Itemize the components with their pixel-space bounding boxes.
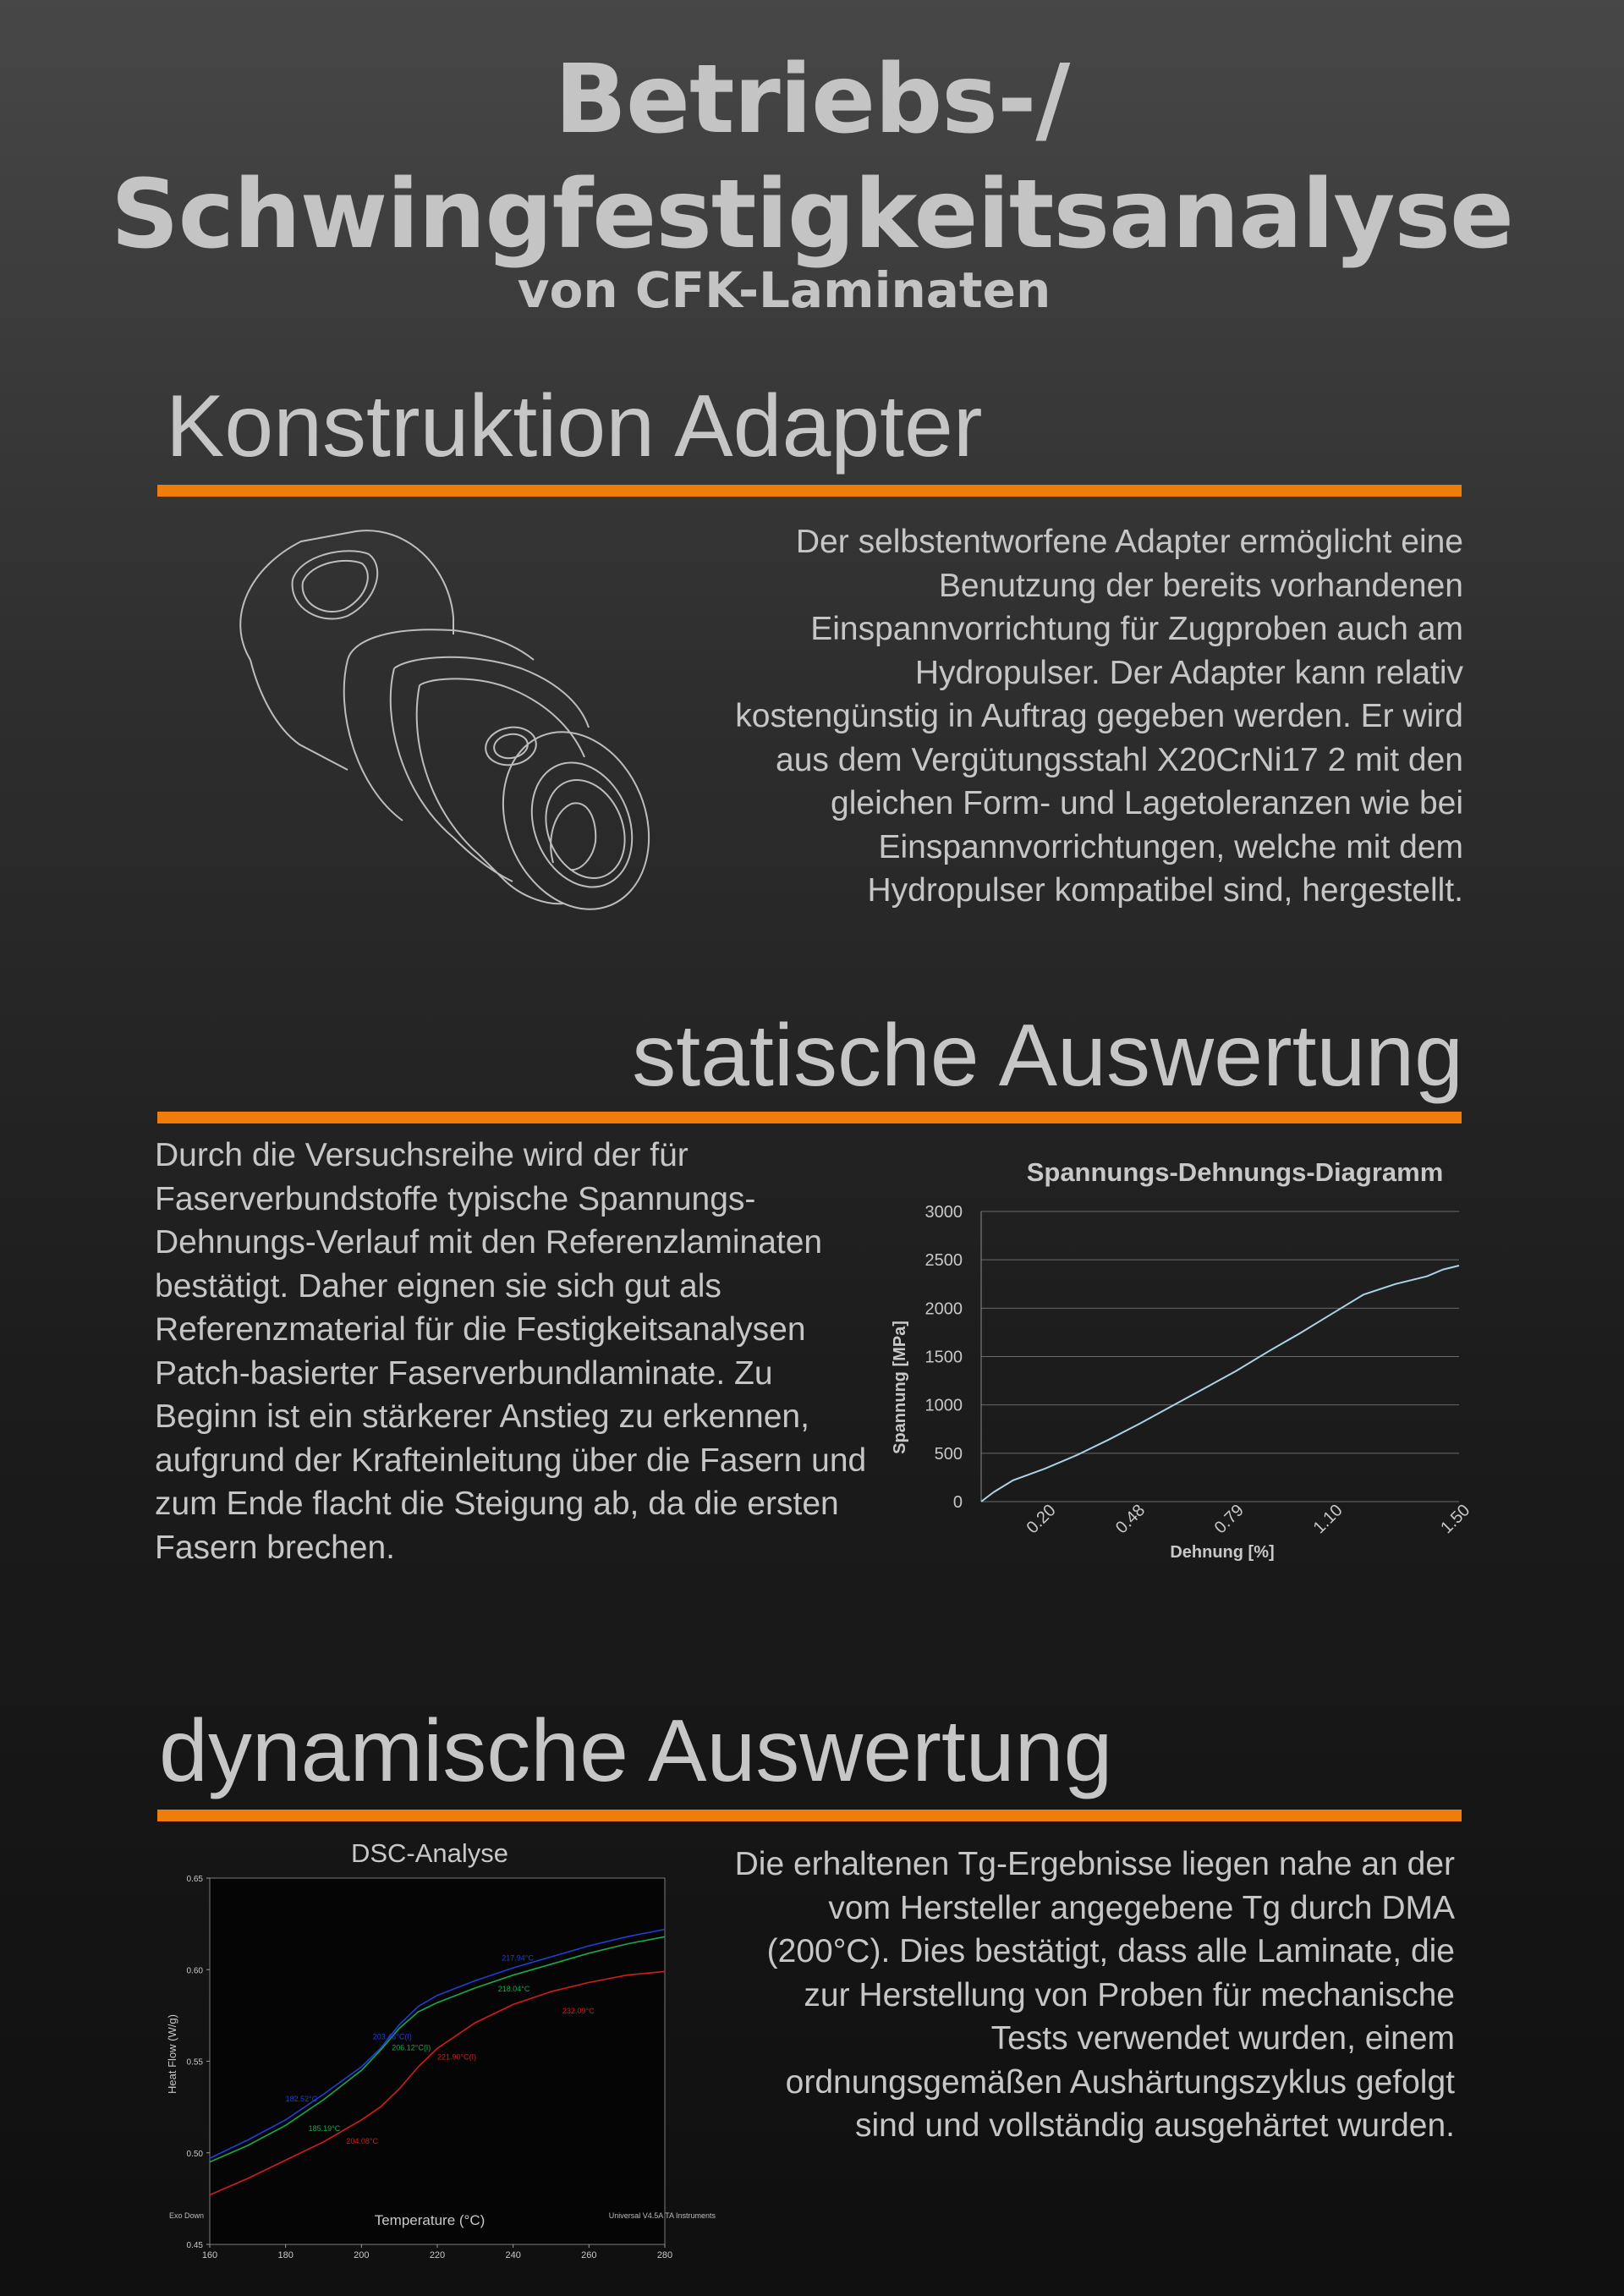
dsc-chart-y-ticks [187, 1875, 210, 2250]
poster-title-line2: Schwingfestigkeitsanalyse [111, 160, 1513, 270]
dsc-y-tick-label: 0.45 [186, 2241, 203, 2250]
konstruktion-paragraph: Der selbstentworfene Adapter ermöglicht eine Benutzung der bereits vorhandenen Einspannvorrichtung für Zugproben auch am Hydropulser. Der Adapter kann relativ kostengünstig in Auftrag gegeben werden. Er wird aus dem Vergütungsstahl X20CrNi17 2 mit den gleichen Form- und Lagetoleranzen wie bei Einspannvorrichtungen, welche mit dem Hydropulser kompatibel sind, hergestellt. [735, 524, 1463, 909]
stress-chart-y-label: Spannung [MPa] [891, 1321, 909, 1454]
stress-chart-series [981, 1266, 1459, 1502]
stress-x-tick-label: 0.79 [1210, 1501, 1248, 1538]
section-heading-konstruktion: Konstruktion Adapter [166, 377, 983, 475]
dsc-annotation: 218.04°C [497, 1985, 530, 1994]
dsc-annotation: 232.09°C [562, 2007, 595, 2016]
dsc-y-tick-label: 0.60 [186, 1966, 203, 1976]
stress-y-tick-label: 1000 [924, 1396, 963, 1415]
poster-subtitle: von CFK-Laminaten [517, 261, 1051, 319]
dynamisch-paragraph: Die erhaltenen Tg-Ergebnisse liegen nahe an der vom Hersteller angegebene Tg durch DMA (200°C). Dies bestätigt, dass alle Laminate, die zur Herstellung von Proben für mechanische Tests verwendet wurden, einem ordnungsgemäßen Aushärtungszyklus gefolgt sind und vollständig ausgehärtet wurden. [734, 1846, 1455, 2144]
stress-x-tick-label: 0.48 [1112, 1501, 1149, 1538]
stress-y-tick-label: 2500 [924, 1251, 963, 1271]
poster-title [0, 42, 1624, 272]
dsc-chart-footer-right: Universal V4.5A TA Instruments [608, 2211, 716, 2220]
dsc-chart-x-ticks [202, 2244, 672, 2260]
dsc-x-tick-label: 200 [354, 2250, 370, 2260]
dsc-annotation: 182.52°C [285, 2095, 318, 2104]
stress-x-tick-label: 1.50 [1437, 1501, 1474, 1538]
dsc-annotation: 206.12°C(I) [392, 2043, 431, 2052]
stress-chart-y-ticks [925, 1203, 963, 1512]
dsc-chart-y-label: Heat Flow (W/g) [166, 2014, 178, 2094]
statisch-paragraph: Durch die Versuchsreihe wird der für Faserverbundstoffe typische Spannungs-Dehnungs-Verlauf mit den Referenzlaminaten bestätigt. Daher eignen sie sich gut als Referenzmaterial für die Festigkeitsanalysen Patch-basierter Faserverbundlaminate. Zu Beginn ist ein stärkerer Anstieg zu erkennen, aufgrund der Krafteinleitung über die Fasern und zum Ende flacht die Steigung ab, da die ersten Fasern brechen. [155, 1137, 867, 1566]
stress-chart-x-ticks [1023, 1501, 1474, 1537]
dsc-annotation: 221.90°C(I) [437, 2052, 477, 2062]
dsc-x-tick-label: 240 [505, 2250, 521, 2260]
dsc-chart-title: DSC-Analyse [350, 1838, 509, 1868]
section-heading-dynamisch: dynamische Auswertung [159, 1702, 1113, 1800]
dsc-x-tick-label: 260 [581, 2250, 597, 2260]
section-heading-statisch: statische Auswertung [632, 1007, 1463, 1105]
dsc-chart [161, 1827, 736, 2260]
stress-y-tick-label: 1500 [924, 1348, 963, 1367]
dsc-y-tick-label: 0.65 [186, 1875, 203, 1884]
dsc-chart-footer-left: Exo Down [169, 2211, 205, 2220]
dsc-annotation: 203.46°C(I) [372, 2032, 412, 2041]
stress-strain-chart [880, 1142, 1472, 1582]
dsc-y-tick-label: 0.50 [186, 2149, 203, 2159]
dsc-annotation: 204.08°C [346, 2136, 379, 2145]
stress-chart-title: Spannungs-Dehnungs-Diagramm [1026, 1157, 1444, 1187]
dsc-plot-frame [210, 1878, 665, 2244]
dsc-x-tick-label: 160 [201, 2250, 218, 2260]
dsc-chart-x-label: Temperature (°C) [374, 2212, 486, 2228]
stress-chart-grid [981, 1211, 1459, 1502]
stress-x-tick-label: 1.10 [1309, 1501, 1347, 1538]
stress-chart-x-label: Dehnung [%] [1170, 1543, 1275, 1562]
section-divider [157, 1112, 1462, 1123]
dsc-x-tick-label: 280 [656, 2250, 673, 2260]
section-divider [157, 1810, 1462, 1821]
poster-title-line1: Betriebs-/ [554, 45, 1070, 155]
stress-y-tick-label: 2000 [924, 1299, 963, 1319]
dsc-annotation: 217.94°C [502, 1953, 534, 1963]
section-divider [157, 485, 1462, 497]
adapter-drawing [200, 516, 673, 939]
dsc-annotation: 185.19°C [308, 2123, 341, 2133]
dsc-x-tick-label: 180 [277, 2250, 294, 2260]
stress-y-tick-label: 500 [934, 1444, 963, 1464]
stress-series-line [981, 1266, 1459, 1502]
dsc-y-tick-label: 0.55 [186, 2057, 203, 2068]
stress-y-tick-label: 3000 [924, 1203, 963, 1222]
stress-y-tick-label: 0 [952, 1493, 963, 1512]
stress-x-tick-label: 0.20 [1023, 1501, 1060, 1538]
dsc-x-tick-label: 220 [429, 2250, 446, 2260]
